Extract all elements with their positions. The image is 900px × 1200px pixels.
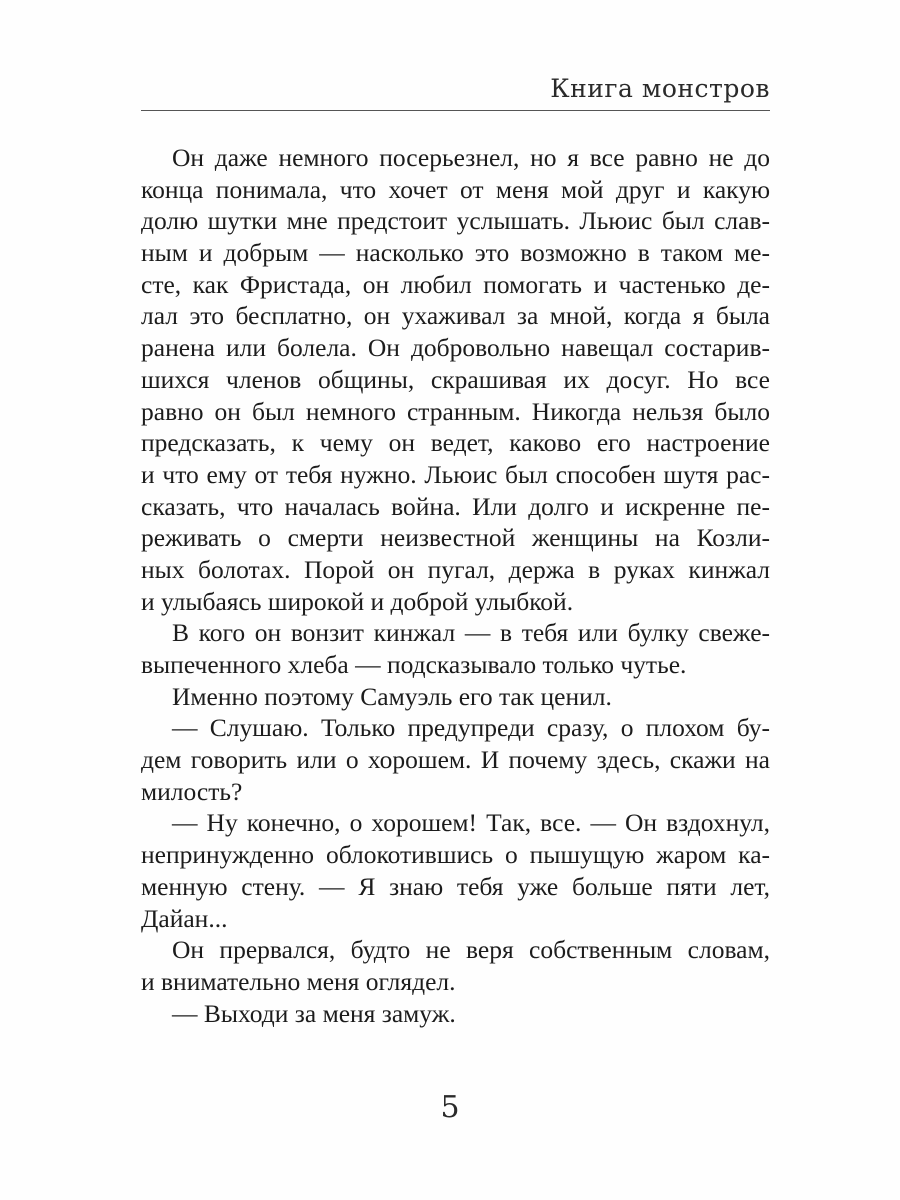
body-text	[141, 142, 770, 1029]
text-line: конца понимала, что хочет от меня мой друг и какую	[141, 174, 770, 204]
text-line: Он даже немного посерьезнел, но я все равно не до	[172, 143, 770, 172]
text-line: В кого он вонзит кинжал — в тебя или булку свеже-	[172, 618, 770, 648]
text-line: сказать, что началась война. Или долго и искренне пе-	[141, 491, 770, 521]
text-line: реживать о смерти неизвестной женщины на Козли-	[141, 523, 770, 553]
page-number: 5	[440, 1090, 460, 1125]
text-line: и улыбаясь широкой и доброй улыбкой.	[141, 586, 574, 616]
text-line: ранена или болела. Он добровольно навещал состарив-	[141, 333, 770, 363]
text-line: шихся членов общины, скрашивая их досуг. Но все	[141, 364, 770, 394]
text-line: равно он был немного странным. Никогда нельзя было	[141, 396, 770, 426]
text-line: непринужденно облокотившись о пышущую жаром ка-	[141, 840, 770, 870]
text-line: сте, как Фристада, он любил помогать и частенько де-	[141, 269, 770, 299]
text-line: ных болотах. Порой он пугал, держа в руках кинжал	[141, 554, 770, 584]
text-line: ным и добрым — насколько это возможно в таком ме-	[141, 238, 770, 268]
running-head: Книга монстров	[550, 74, 770, 103]
text-line: Он прервался, будто не веря собственным словам,	[172, 935, 770, 965]
text-line: дем говорить или о хорошем. И почему здесь, скажи на	[141, 745, 770, 775]
text-line: — Слушаю. Только предупреди сразу, о плохом бу-	[172, 713, 770, 743]
text-line: Именно поэтому Самуэль его так ценил.	[172, 681, 612, 711]
text-line: и внимательно меня оглядел.	[141, 966, 456, 996]
text-line: — Выходи за меня замуж.	[172, 998, 456, 1028]
text-line: Дайан...	[141, 903, 228, 933]
text-line: милость?	[141, 776, 243, 806]
header-rule-divider	[141, 110, 770, 111]
text-line: предсказать, к чему он ведет, каково его настроение	[141, 428, 770, 458]
text-line: менную стену. — Я знаю тебя уже больше пяти лет,	[141, 871, 770, 901]
text-line: лал это бесплатно, он ухаживал за мной, когда я была	[141, 301, 770, 331]
text-line: выпеченного хлеба — подсказывало только чутье.	[141, 650, 687, 679]
text-line: долю шутки мне предстоит услышать. Льюис был слав-	[141, 206, 770, 236]
text-line: и что ему от тебя нужно. Льюис был способен шутя рас-	[141, 459, 770, 489]
text-line: — Ну конечно, о хорошем! Так, все. — Он вздохнул,	[172, 808, 770, 838]
